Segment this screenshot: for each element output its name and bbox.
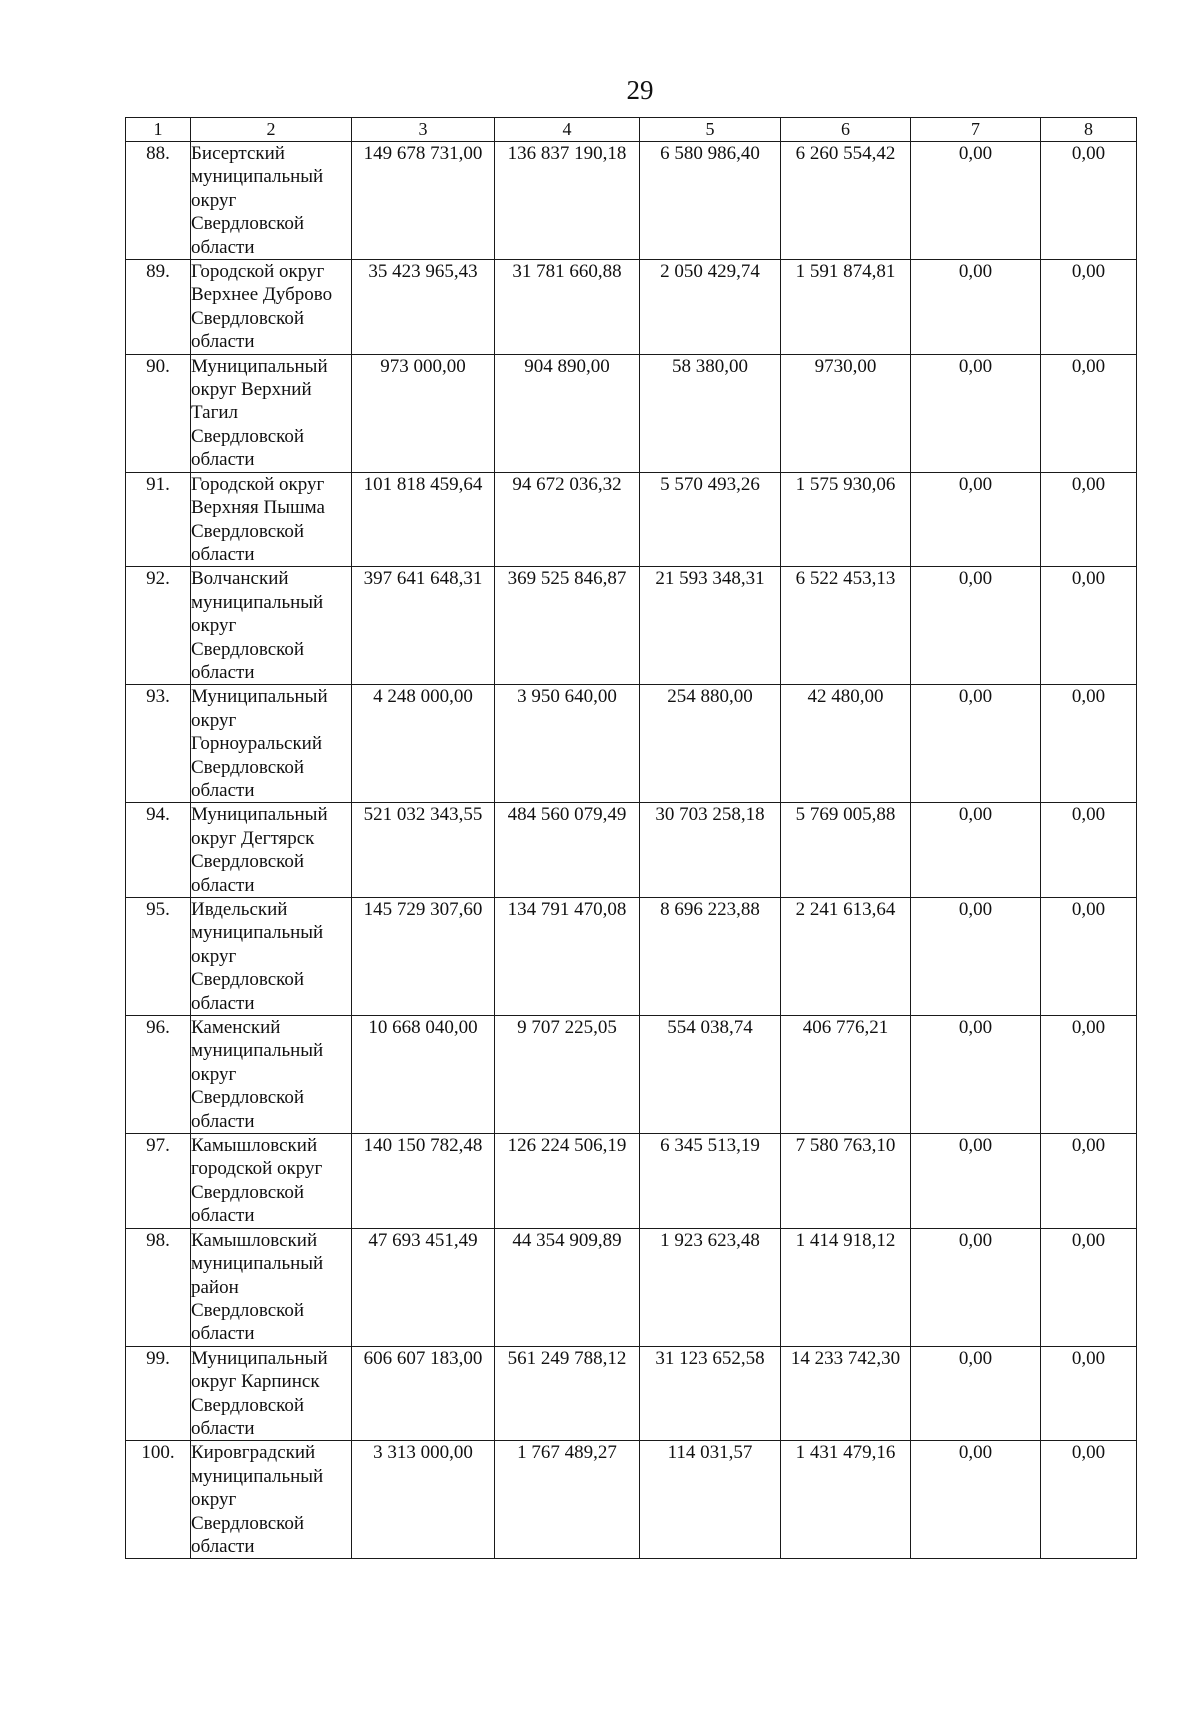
cell-col3: 3 313 000,00 [352, 1441, 495, 1559]
cell-col3: 606 607 183,00 [352, 1346, 495, 1441]
row-number: 98. [126, 1228, 191, 1346]
table-row [126, 142, 1137, 260]
cell-col5: 6 345 513,19 [640, 1134, 781, 1229]
row-number: 97. [126, 1134, 191, 1229]
cell-col8: 0,00 [1041, 567, 1137, 685]
table-row [126, 803, 1137, 898]
cell-col4: 94 672 036,32 [495, 472, 640, 567]
cell-col5: 1 923 623,48 [640, 1228, 781, 1346]
table-row [126, 685, 1137, 803]
cell-col8: 0,00 [1041, 354, 1137, 472]
cell-col7: 0,00 [911, 1016, 1041, 1134]
cell-col3: 149 678 731,00 [352, 142, 495, 260]
cell-col7: 0,00 [911, 1134, 1041, 1229]
cell-col5: 2 050 429,74 [640, 260, 781, 355]
cell-col8: 0,00 [1041, 685, 1137, 803]
cell-col4: 904 890,00 [495, 354, 640, 472]
row-number: 100. [126, 1441, 191, 1559]
cell-col8: 0,00 [1041, 1016, 1137, 1134]
municipality-name: Муниципальный округ Верхний Тагил Свердловской области [191, 354, 352, 472]
cell-col4: 136 837 190,18 [495, 142, 640, 260]
row-number: 96. [126, 1016, 191, 1134]
cell-col7: 0,00 [911, 567, 1041, 685]
cell-col5: 5 570 493,26 [640, 472, 781, 567]
cell-col7: 0,00 [911, 1441, 1041, 1559]
table-row [126, 567, 1137, 685]
cell-col8: 0,00 [1041, 142, 1137, 260]
column-header: 6 [781, 118, 911, 142]
cell-col7: 0,00 [911, 685, 1041, 803]
cell-col6: 42 480,00 [781, 685, 911, 803]
cell-col6: 14 233 742,30 [781, 1346, 911, 1441]
budget-table [125, 117, 1137, 1559]
cell-col4: 31 781 660,88 [495, 260, 640, 355]
cell-col7: 0,00 [911, 1228, 1041, 1346]
cell-col8: 0,00 [1041, 260, 1137, 355]
cell-col3: 4 248 000,00 [352, 685, 495, 803]
table-row [126, 472, 1137, 567]
table-row [126, 1228, 1137, 1346]
municipality-name: Ивдельский муниципальный округ Свердловской области [191, 898, 352, 1016]
cell-col7: 0,00 [911, 803, 1041, 898]
cell-col3: 140 150 782,48 [352, 1134, 495, 1229]
cell-col6: 7 580 763,10 [781, 1134, 911, 1229]
cell-col5: 58 380,00 [640, 354, 781, 472]
cell-col4: 9 707 225,05 [495, 1016, 640, 1134]
cell-col8: 0,00 [1041, 1134, 1137, 1229]
cell-col3: 101 818 459,64 [352, 472, 495, 567]
row-number: 92. [126, 567, 191, 685]
cell-col4: 3 950 640,00 [495, 685, 640, 803]
cell-col7: 0,00 [911, 260, 1041, 355]
table-row [126, 1016, 1137, 1134]
cell-col4: 369 525 846,87 [495, 567, 640, 685]
municipality-name: Городской округ Верхняя Пышма Свердловской области [191, 472, 352, 567]
cell-col7: 0,00 [911, 898, 1041, 1016]
municipality-name: Каменский муниципальный округ Свердловской области [191, 1016, 352, 1134]
header-row [126, 118, 1137, 142]
cell-col8: 0,00 [1041, 1228, 1137, 1346]
row-number: 89. [126, 260, 191, 355]
row-number: 93. [126, 685, 191, 803]
cell-col4: 44 354 909,89 [495, 1228, 640, 1346]
cell-col3: 35 423 965,43 [352, 260, 495, 355]
column-header: 2 [191, 118, 352, 142]
cell-col5: 114 031,57 [640, 1441, 781, 1559]
cell-col6: 6 522 453,13 [781, 567, 911, 685]
cell-col3: 521 032 343,55 [352, 803, 495, 898]
cell-col4: 134 791 470,08 [495, 898, 640, 1016]
cell-col6: 1 591 874,81 [781, 260, 911, 355]
cell-col8: 0,00 [1041, 1346, 1137, 1441]
column-header: 4 [495, 118, 640, 142]
cell-col3: 397 641 648,31 [352, 567, 495, 685]
row-number: 99. [126, 1346, 191, 1441]
cell-col6: 406 776,21 [781, 1016, 911, 1134]
cell-col4: 1 767 489,27 [495, 1441, 640, 1559]
page-number: 29 [626, 75, 654, 105]
table-body [126, 142, 1137, 1559]
cell-col8: 0,00 [1041, 472, 1137, 567]
cell-col6: 1 414 918,12 [781, 1228, 911, 1346]
cell-col8: 0,00 [1041, 803, 1137, 898]
cell-col6: 5 769 005,88 [781, 803, 911, 898]
column-header: 8 [1041, 118, 1137, 142]
cell-col7: 0,00 [911, 472, 1041, 567]
cell-col5: 31 123 652,58 [640, 1346, 781, 1441]
row-number: 94. [126, 803, 191, 898]
municipality-name: Камышловский муниципальный район Свердловской области [191, 1228, 352, 1346]
table-row [126, 354, 1137, 472]
cell-col6: 9730,00 [781, 354, 911, 472]
column-header: 7 [911, 118, 1041, 142]
cell-col6: 2 241 613,64 [781, 898, 911, 1016]
table-row [126, 1346, 1137, 1441]
municipality-name: Кировградский муниципальный округ Свердловской области [191, 1441, 352, 1559]
cell-col7: 0,00 [911, 142, 1041, 260]
cell-col3: 47 693 451,49 [352, 1228, 495, 1346]
cell-col3: 10 668 040,00 [352, 1016, 495, 1134]
row-number: 88. [126, 142, 191, 260]
cell-col5: 254 880,00 [640, 685, 781, 803]
table-row [126, 260, 1137, 355]
cell-col8: 0,00 [1041, 1441, 1137, 1559]
cell-col5: 6 580 986,40 [640, 142, 781, 260]
cell-col3: 973 000,00 [352, 354, 495, 472]
table-row [126, 898, 1137, 1016]
municipality-name: Муниципальный округ Горноуральский Свердловской области [191, 685, 352, 803]
cell-col5: 21 593 348,31 [640, 567, 781, 685]
cell-col7: 0,00 [911, 1346, 1041, 1441]
cell-col6: 6 260 554,42 [781, 142, 911, 260]
municipality-name: Волчанский муниципальный округ Свердловской области [191, 567, 352, 685]
cell-col7: 0,00 [911, 354, 1041, 472]
municipality-name: Муниципальный округ Дегтярск Свердловской области [191, 803, 352, 898]
cell-col6: 1 575 930,06 [781, 472, 911, 567]
column-header: 3 [352, 118, 495, 142]
cell-col5: 30 703 258,18 [640, 803, 781, 898]
cell-col4: 126 224 506,19 [495, 1134, 640, 1229]
municipality-name: Муниципальный округ Карпинск Свердловской области [191, 1346, 352, 1441]
cell-col5: 8 696 223,88 [640, 898, 781, 1016]
cell-col3: 145 729 307,60 [352, 898, 495, 1016]
column-header: 1 [126, 118, 191, 142]
cell-col4: 484 560 079,49 [495, 803, 640, 898]
cell-col4: 561 249 788,12 [495, 1346, 640, 1441]
row-number: 91. [126, 472, 191, 567]
table-row [126, 1441, 1137, 1559]
table-row [126, 1134, 1137, 1229]
column-header: 5 [640, 118, 781, 142]
municipality-name: Камышловский городской округ Свердловской области [191, 1134, 352, 1229]
municipality-name: Городской округ Верхнее Дуброво Свердловской области [191, 260, 352, 355]
cell-col5: 554 038,74 [640, 1016, 781, 1134]
municipality-name: Бисертский муниципальный округ Свердловской области [191, 142, 352, 260]
cell-col6: 1 431 479,16 [781, 1441, 911, 1559]
row-number: 90. [126, 354, 191, 472]
row-number: 95. [126, 898, 191, 1016]
cell-col8: 0,00 [1041, 898, 1137, 1016]
